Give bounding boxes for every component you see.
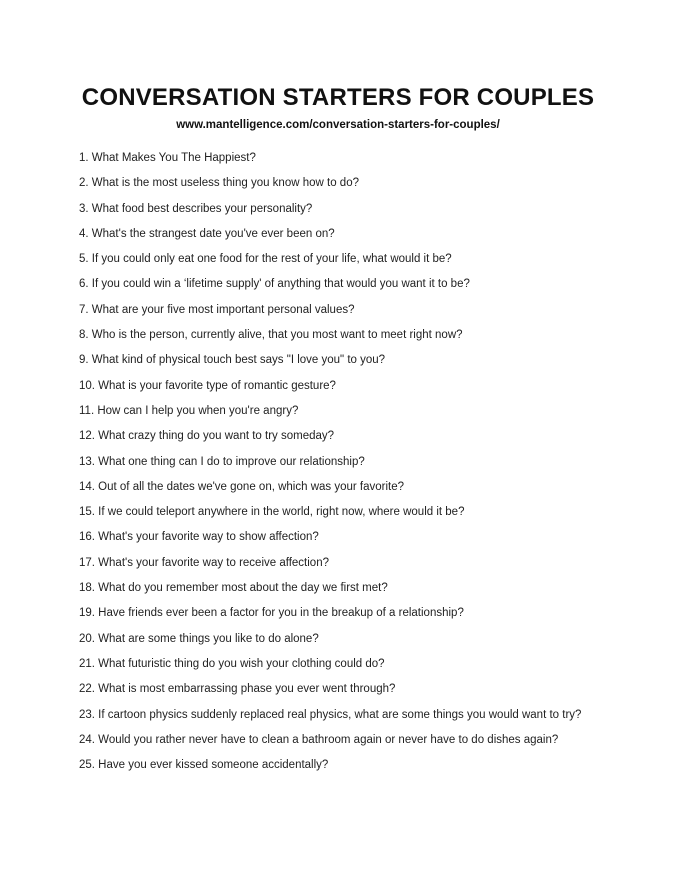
list-item: 20. What are some things you like to do alone? [79, 632, 319, 645]
source-url: www.mantelligence.com/conversation-starters-for-couples/ [176, 119, 500, 131]
list-item: 23. If cartoon physics suddenly replaced real physics, what are some things you would want to try? [79, 708, 582, 721]
list-item: 1. What Makes You The Happiest? [79, 152, 256, 164]
list-item: 6. If you could win a ‘lifetime supply' of anything that would you want it to be? [79, 278, 470, 291]
list-item: 19. Have friends ever been a factor for you in the breakup of a relationship? [79, 607, 464, 620]
list-item: 9. What kind of physical touch best says "I love you" to you? [79, 354, 386, 367]
list-item: 2. What is the most useless thing you know how to do? [79, 177, 359, 190]
list-item: 11. How can I help you when you're angry? [79, 404, 299, 417]
list-item: 22. What is most embarrassing phase you ever went through? [79, 683, 396, 696]
list-item: 10. What is your favorite type of romantic gesture? [79, 379, 336, 392]
list-item: 13. What one thing can I do to improve our relationship? [79, 455, 365, 468]
list-item: 15. If we could teleport anywhere in the world, right now, where would it be? [79, 506, 465, 519]
list-item: 16. What's your favorite way to show affection? [79, 531, 319, 544]
list-item: 12. What crazy thing do you want to try someday? [79, 430, 335, 443]
list-item: 21. What futuristic thing do you wish your clothing could do? [79, 657, 385, 670]
list-item: 18. What do you remember most about the day we first met? [79, 582, 388, 595]
list-item: 14. Out of all the dates we've gone on, which was your favorite? [79, 480, 405, 493]
page-title: CONVERSATION STARTERS FOR COUPLES [81, 84, 595, 111]
list-item: 3. What food best describes your personality? [79, 202, 313, 215]
list-item: 5. If you could only eat one food for the rest of your life, what would it be? [79, 253, 452, 266]
list-item: 17. What's your favorite way to receive affection? [79, 556, 329, 569]
list-item: 25. Have you ever kissed someone accidentally? [79, 759, 329, 772]
list-item: 24. Would you rather never have to clean a bathroom again or never have to do dishes again? [79, 733, 559, 746]
question-list [79, 151, 581, 783]
list-item: 7. What are your five most important personal values? [79, 303, 355, 316]
list-item: 8. Who is the person, currently alive, that you most want to meet right now? [79, 329, 463, 342]
list-item: 4. What's the strangest date you've ever been on? [79, 227, 335, 240]
